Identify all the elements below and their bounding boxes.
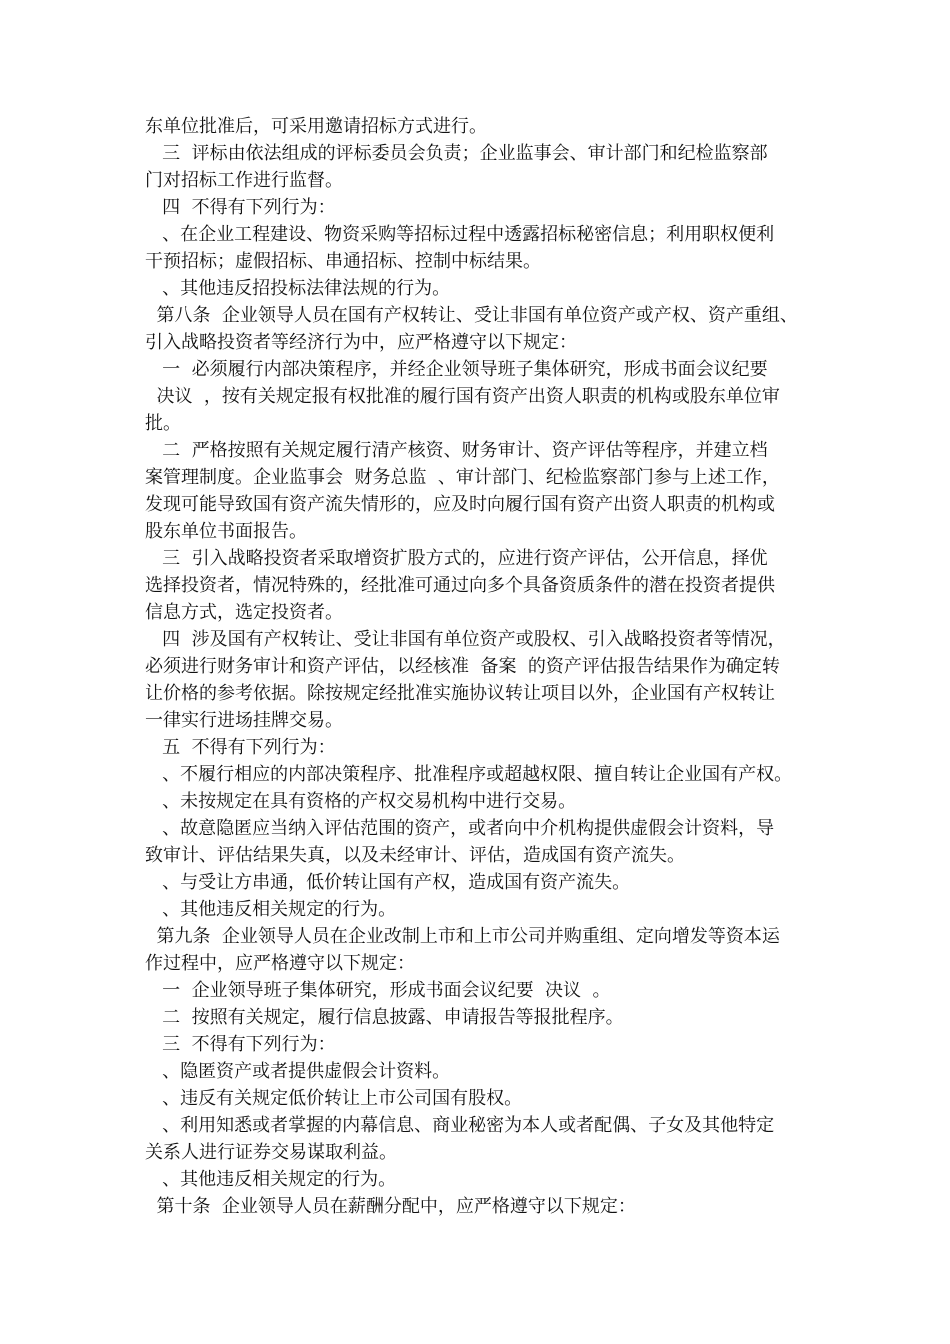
text-line: 致审计、评估结果失真，以及未经审计、评估，造成国有资产流失。	[145, 845, 685, 866]
text-line: 、利用知悉或者掌握的内幕信息、商业秘密为本人或者配偶、子女及其他特定	[145, 1115, 775, 1136]
text-line: 三 不得有下列行为：	[145, 1034, 336, 1055]
text-line: 关系人进行证券交易谋取利益。	[145, 1142, 397, 1163]
text-line: 、故意隐匿应当纳入评估范围的资产，或者向中介机构提供虚假会计资料，导	[145, 818, 775, 839]
text-line: 批。	[145, 413, 181, 434]
text-line: 四 不得有下列行为：	[145, 197, 336, 218]
text-line: 发现可能导致国有资产流失情形的，应及时向履行国有资产出资人职责的机构或	[145, 494, 775, 515]
text-line: 二 按照有关规定，履行信息披露、申请报告等报批程序。	[145, 1007, 624, 1028]
document-body	[145, 113, 815, 1220]
text-line: 作过程中，应严格遵守以下规定：	[145, 953, 415, 974]
text-line: 干预招标；虚假招标、串通招标、控制中标结果。	[145, 251, 541, 272]
text-line: 五 不得有下列行为：	[145, 737, 336, 758]
text-line: 引入战略投资者等经济行为中，应严格遵守以下规定：	[145, 332, 577, 353]
text-line: 选择投资者，情况特殊的，经批准可通过向多个具备资质条件的潜在投资者提供	[145, 575, 775, 596]
text-line: 一律实行进场挂牌交易。	[145, 710, 343, 731]
text-line: 、其他违反招投标法律法规的行为。	[145, 278, 451, 299]
article-heading-line: 第八条 企业领导人员在国有产权转让、受让非国有单位资产或产权、资产重组、	[145, 305, 798, 326]
text-line: 必须进行财务审计和资产评估，以经核准 备案 的资产评估报告结果作为确定转	[145, 656, 780, 677]
text-line: 让价格的参考依据。除按规定经批准实施协议转让项目以外，企业国有产权转让	[145, 683, 775, 704]
text-line: 二 严格按照有关规定履行清产核资、财务审计、资产评估等程序，并建立档	[145, 440, 768, 461]
text-line: 案管理制度。企业监事会 财务总监 、审计部门、纪检监察部门参与上述工作，	[145, 467, 780, 488]
text-line: 信息方式，选定投资者。	[145, 602, 343, 623]
article-heading-line: 第十条 企业领导人员在薪酬分配中，应严格遵守以下规定：	[145, 1196, 636, 1217]
text-line: 三 评标由依法组成的评标委员会负责；企业监事会、审计部门和纪检监察部	[145, 143, 768, 164]
text-line: 一 必须履行内部决策程序，并经企业领导班子集体研究，形成书面会议纪要	[145, 359, 768, 380]
text-line: 四 涉及国有产权转让、受让非国有单位资产或股权、引入战略投资者等情况，	[145, 629, 786, 650]
text-line: 、其他违反相关规定的行为。	[145, 1169, 397, 1190]
text-line: 三 引入战略投资者采取增资扩股方式的，应进行资产评估，公开信息，择优	[145, 548, 768, 569]
text-line: 一 企业领导班子集体研究，形成书面会议纪要 决议 。	[145, 980, 611, 1001]
text-line: 门对招标工作进行监督。	[145, 170, 343, 191]
text-line: 东单位批准后，可采用邀请招标方式进行。	[145, 116, 487, 137]
text-line: 、不履行相应的内部决策程序、批准程序或超越权限、擅自转让企业国有产权。	[145, 764, 793, 785]
text-line: 、在企业工程建设、物资采购等招标过程中透露招标秘密信息；利用职权便利	[145, 224, 775, 245]
text-line: 决议 ，按有关规定报有权批准的履行国有资产出资人职责的机构或股东单位审	[145, 386, 780, 407]
text-line: 、未按规定在具有资格的产权交易机构中进行交易。	[145, 791, 577, 812]
text-line: 、隐匿资产或者提供虚假会计资料。	[145, 1061, 451, 1082]
text-line: 、违反有关规定低价转让上市公司国有股权。	[145, 1088, 523, 1109]
text-line: 、与受让方串通，低价转让国有产权，造成国有资产流失。	[145, 872, 631, 893]
text-line: 、其他违反相关规定的行为。	[145, 899, 397, 920]
text-line: 股东单位书面报告。	[145, 521, 307, 542]
article-heading-line: 第九条 企业领导人员在企业改制上市和上市公司并购重组、定向增发等资本运	[145, 926, 780, 947]
